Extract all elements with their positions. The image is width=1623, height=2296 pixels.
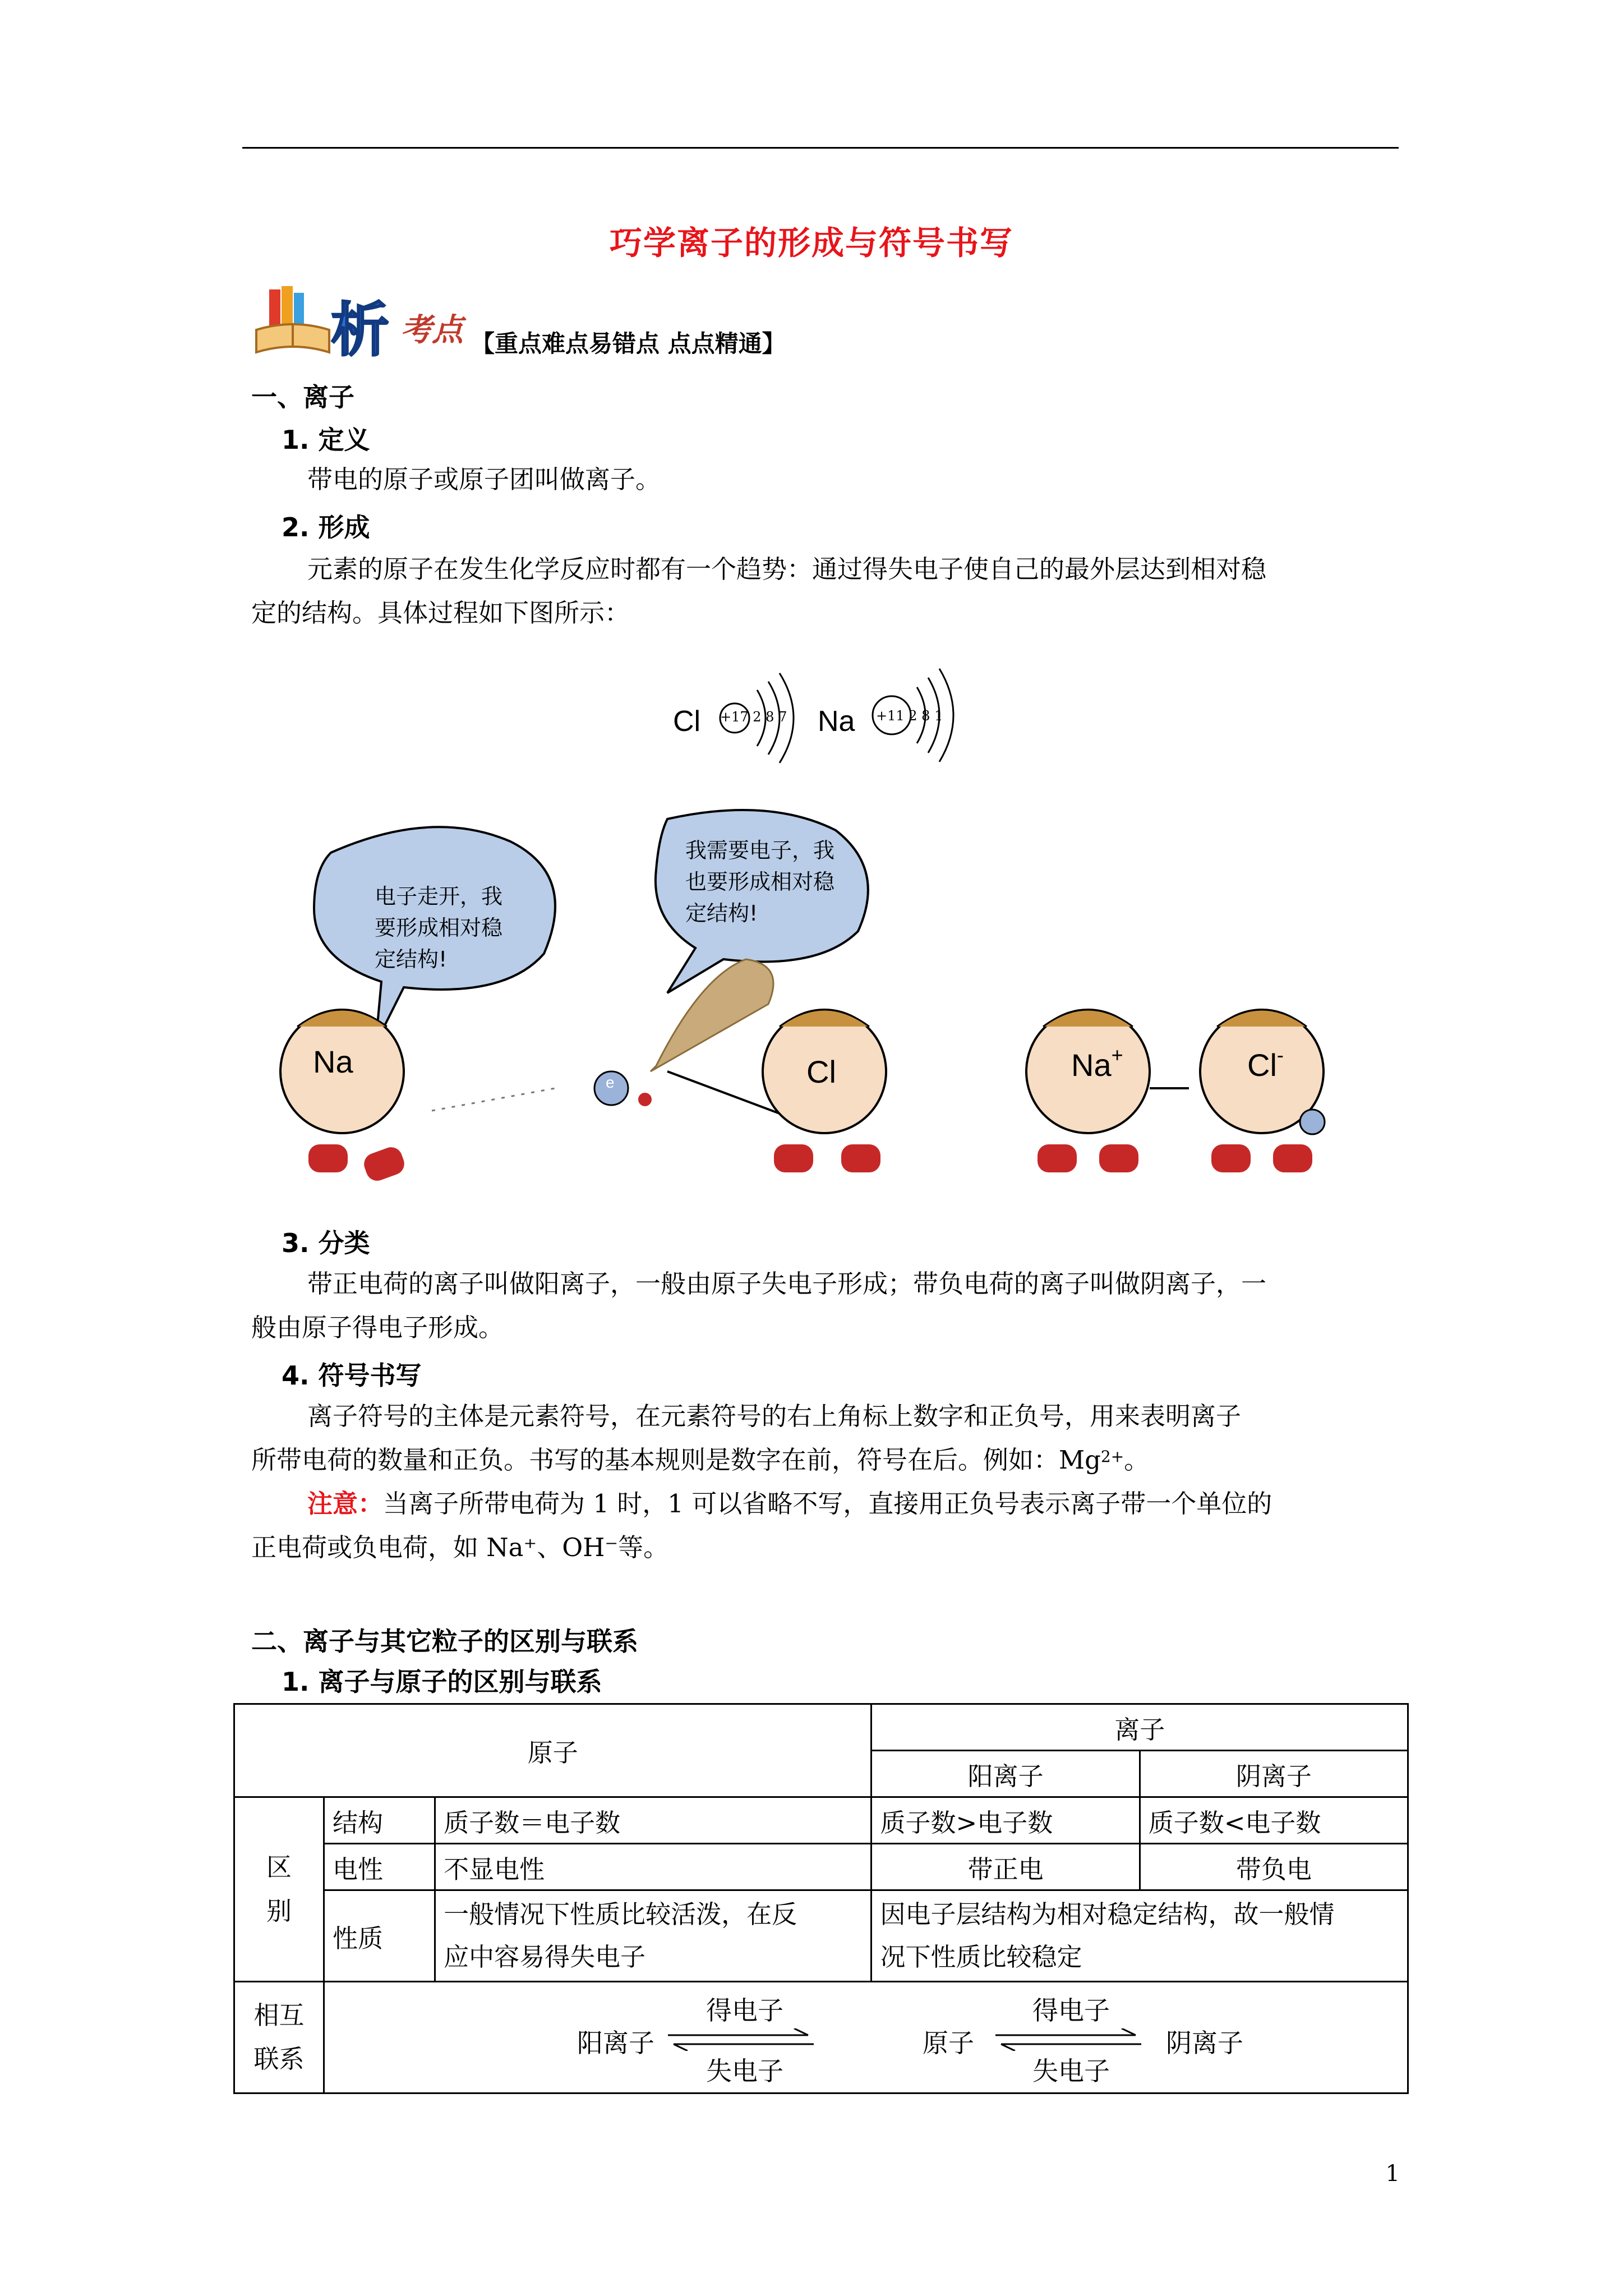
relation-label xyxy=(234,1982,324,2093)
structure-cation: 质子数>电子数 xyxy=(872,1797,1140,1844)
formation-text-1: 元素的原子在发生化学反应时都有一个趋势：通过得失电子使自己的最外层达到相对稳 xyxy=(307,554,1267,584)
section-2-heading: 二、离子与其它粒子的区别与联系 xyxy=(251,1626,638,1657)
note-text-1 xyxy=(307,1482,1272,1526)
banner-kaodian: 考点 xyxy=(400,312,463,348)
charge-atom: 不显电性 xyxy=(435,1844,872,1890)
page-number: 1 xyxy=(1385,2161,1400,2187)
table-row xyxy=(234,1797,1408,1844)
table-row xyxy=(234,1890,1408,1982)
na-char-label: Na xyxy=(313,1044,353,1079)
eq-gain-1: 得电子 xyxy=(706,1995,783,2026)
structure-atom: 质子数＝电子数 xyxy=(435,1797,872,1844)
formation-text-2: 定的结构。具体过程如下图所示： xyxy=(251,598,630,628)
property-label: 性质 xyxy=(324,1890,435,1982)
page-title: 巧学离子的形成与符号书写 xyxy=(609,224,1013,262)
cl-symbol: Cl xyxy=(673,705,701,738)
cl-char-label: Cl xyxy=(806,1054,836,1089)
difference-label-2: 别 xyxy=(266,1896,292,1926)
ion-atom-table xyxy=(233,1703,1409,2094)
electron-character xyxy=(594,1071,652,1106)
na-bubble-line-2: 要形成相对稳 xyxy=(375,915,503,940)
symbol-text-2 xyxy=(251,1438,1149,1482)
equilibrium-arrow-1 xyxy=(668,2028,814,2051)
cl-ion-char-label xyxy=(1247,1043,1284,1083)
electron-label: e xyxy=(606,1074,615,1091)
banner xyxy=(253,279,876,364)
na-shell-text: +11 2 8 1 xyxy=(876,708,943,724)
structure-label: 结构 xyxy=(324,1797,435,1844)
cl-bubble-line-2: 也要形成相对稳 xyxy=(685,869,835,894)
symbol-heading: 4. 符号书写 xyxy=(282,1360,422,1391)
definition-heading: 1. 定义 xyxy=(282,425,370,455)
ion-header: 离子 xyxy=(872,1704,1408,1751)
cl-ion-charge: - xyxy=(1276,1043,1284,1066)
charge-cation: 带正电 xyxy=(872,1844,1140,1890)
property-ion-line-2: 况下性质比较稳定 xyxy=(880,1942,1082,1972)
symbol-text-1: 离子符号的主体是元素符号，在元素符号的右上角标上数字和正负号，用来表明离子 xyxy=(307,1401,1242,1431)
cl-ion-symbol: Cl xyxy=(1247,1047,1277,1083)
symbol-text-2-main: 所带电荷的数量和正负。书写的基本规则是数字在前，符号在后。例如：Mg xyxy=(251,1445,1101,1475)
banner-subtitle: 【重点难点易错点 点点精通】 xyxy=(471,330,786,357)
difference-label-1: 区 xyxy=(266,1852,292,1882)
relation-equation xyxy=(324,1982,1408,2093)
section-2-sub: 1. 离子与原子的区别与联系 xyxy=(282,1667,602,1697)
cation-header: 阳离子 xyxy=(872,1751,1140,1797)
mg-charge: 2+ xyxy=(1100,1447,1124,1466)
na-symbol: Na xyxy=(818,705,855,738)
atom-structure-figure xyxy=(662,645,987,791)
note-text-2: 正电荷或负电荷，如 Na⁺、OH⁻等。 xyxy=(251,1533,669,1562)
definition-text: 带电的原子或原子团叫做离子。 xyxy=(307,464,661,494)
classification-heading: 3. 分类 xyxy=(282,1228,370,1258)
property-ion xyxy=(872,1890,1408,1982)
table-row xyxy=(234,1704,1408,1751)
table-row xyxy=(234,1844,1408,1890)
charge-anion: 带负电 xyxy=(1140,1844,1408,1890)
cl-bubble-line-1: 我需要电子，我 xyxy=(685,838,835,863)
anion-header: 阴离子 xyxy=(1140,1751,1408,1797)
classification-text-2: 般由原子得电子形成。 xyxy=(251,1313,504,1342)
charge-label: 电性 xyxy=(324,1844,435,1890)
na-ion-char-label xyxy=(1071,1043,1123,1083)
book-icon xyxy=(253,285,332,358)
relation-label-1: 相互 xyxy=(253,2000,305,2030)
net xyxy=(651,959,773,1071)
symbol-text-2-end: 。 xyxy=(1124,1445,1150,1475)
note-label: 注意： xyxy=(307,1489,384,1519)
relation-label-2: 联系 xyxy=(253,2044,305,2074)
atom-header: 原子 xyxy=(234,1704,872,1797)
cl-ion-character xyxy=(1200,1010,1325,1172)
difference-label xyxy=(234,1797,324,1982)
na-ion-symbol: Na xyxy=(1071,1047,1112,1083)
eq-lose-1: 失电子 xyxy=(706,2056,783,2086)
equilibrium-arrow-2 xyxy=(995,2028,1141,2051)
section-1-heading: 一、离子 xyxy=(251,382,354,412)
cl-bubble-line-3: 定结构! xyxy=(685,901,758,926)
property-atom-line-1: 一般情况下性质比较活泼，在反 xyxy=(444,1899,797,1929)
na-bubble-line-3: 定结构! xyxy=(375,947,448,972)
property-atom-line-2: 应中容易得失电子 xyxy=(444,1942,646,1972)
table-row xyxy=(234,1982,1408,2093)
eq-cation: 阳离子 xyxy=(577,2028,654,2058)
na-bubble-line-1: 电子走开，我 xyxy=(375,884,503,909)
header-rule xyxy=(242,147,1399,149)
cl-shell-text: +17 2 8 7 xyxy=(720,709,787,725)
note-body-1: 当离子所带电荷为 1 时，1 可以省略不写，直接用正负号表示离子带一个单位的 xyxy=(383,1489,1272,1519)
eq-lose-2: 失电子 xyxy=(1032,2056,1110,2086)
na-ion-charge: + xyxy=(1111,1043,1123,1066)
banner-big-char: 析 xyxy=(331,296,390,364)
formation-heading: 2. 形成 xyxy=(282,512,370,542)
na-character xyxy=(280,1010,407,1184)
structure-anion: 质子数<电子数 xyxy=(1140,1797,1408,1844)
na-bubble-text xyxy=(375,881,502,975)
eq-atom: 原子 xyxy=(923,2028,974,2058)
cl-bubble-text xyxy=(685,835,834,929)
eq-gain-2: 得电子 xyxy=(1032,1995,1110,2026)
property-ion-line-1: 因电子层结构为相对稳定结构，故一般情 xyxy=(880,1899,1335,1929)
classification-text-1: 带正电荷的离子叫做阳离子，一般由原子失电子形成；带负电荷的离子叫做阴离子，一 xyxy=(307,1269,1267,1299)
na-ion-character xyxy=(1026,1010,1150,1172)
property-atom xyxy=(435,1890,872,1982)
eq-anion: 阴离子 xyxy=(1166,2028,1243,2058)
cl-character xyxy=(763,1010,886,1172)
